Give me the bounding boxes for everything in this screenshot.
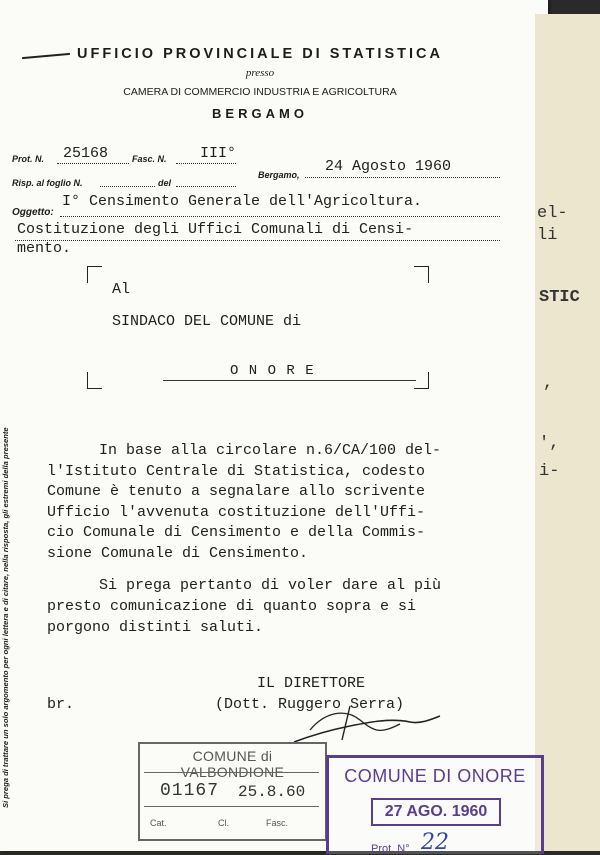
under-text: el-: [537, 204, 568, 223]
address-corner-tr: [414, 266, 429, 283]
signature-title: IL DIRETTORE: [257, 675, 366, 692]
under-text: ',: [539, 434, 560, 453]
city-label: Bergamo,: [258, 170, 300, 180]
letterhead-city: BERGAMO: [212, 106, 308, 121]
signature-initials: br.: [47, 696, 75, 713]
p1-line: Comune è tenuto a segnalare allo scrivente: [47, 483, 426, 500]
prot-label: Prot. N.: [12, 154, 45, 164]
del-field: [176, 175, 236, 187]
p2-line: porgono distinti saluti.: [47, 619, 264, 636]
under-text: ,: [543, 374, 554, 393]
onore-stamp-prot-value: 22: [421, 830, 449, 855]
under-text: i-: [539, 462, 560, 481]
received-stamp-title: COMUNE di VALBONDIONE: [180, 748, 285, 780]
address-corner-br: [414, 372, 429, 389]
p1-line: l'Istituto Centrale di Statistica, codesto: [47, 462, 426, 480]
onore-stamp-title: COMUNE DI ONORE: [344, 766, 526, 786]
stamp-divider: [144, 806, 319, 807]
letterhead-chamber: CAMERA DI COMMERCIO INDUSTRIA E AGRICOLTURA: [123, 86, 397, 98]
risp-field: [100, 175, 155, 187]
onore-stamp-date: 27 AGO. 1960: [371, 798, 501, 826]
p2-line: presto comunicazione di quanto sopra e si: [47, 598, 417, 615]
letterhead-presso: presso: [245, 67, 275, 79]
body-paragraph-2: [47, 575, 547, 638]
p1-line: cio Comunale di Censimento e della Commis-: [47, 524, 426, 541]
side-note: Si prega di trattare un solo argomento per ogni lettera e di citare, nella risposta, gli estremi della presente: [1, 427, 10, 808]
subject-line-2: Costituzione degli Uffici Comunali di Censi-: [17, 221, 414, 238]
onore-stamp-prot-label: Prot. N°: [371, 843, 410, 855]
subject-rule-1: [60, 216, 500, 217]
stamp-cat-label: Cat.: [150, 818, 167, 828]
received-stamp-date: 25.8.60: [238, 783, 306, 801]
p1-line: In base alla circolare n.6/CA/100 del-: [99, 442, 442, 459]
address-corner-bl: [87, 372, 102, 389]
prot-value: 25168: [63, 145, 109, 162]
underlying-sheet: [535, 14, 600, 851]
fasc-value: III°: [200, 145, 237, 162]
body-paragraph-1: [47, 441, 547, 564]
subject-line-1: I° Censimento Generale dell'Agricoltura.: [62, 193, 423, 210]
p1-line: Ufficio l'avvenuta costituzione dell'Uffi-: [47, 503, 426, 521]
under-text: STIC: [539, 288, 580, 307]
del-label: del: [158, 178, 172, 188]
address-al: Al: [112, 281, 131, 298]
stamp-divider: [144, 772, 319, 773]
address-underline: [163, 380, 416, 381]
fasc-label: Fasc. N.: [132, 154, 167, 164]
subject-rule-2: [15, 240, 500, 241]
date-value: 24 Agosto 1960: [325, 158, 452, 175]
letterhead-office: UFFICIO PROVINCIALE DI STATISTICA: [77, 46, 443, 62]
subject-line-3: mento.: [17, 240, 72, 257]
address-corner-tl: [87, 266, 102, 283]
address-recipient: SINDACO DEL COMUNE di: [112, 313, 302, 330]
received-stamp-number: 01167: [160, 781, 220, 801]
under-text: li: [537, 226, 558, 245]
subject-label: Oggetto:: [12, 207, 54, 218]
received-stamp: [138, 742, 327, 841]
stamp-fasc-label: Fasc.: [266, 818, 289, 828]
p1-line: sione Comunale di Censimento.: [47, 544, 309, 562]
risp-label: Risp. al foglio N.: [12, 178, 83, 188]
address-town: O N O R E: [230, 363, 315, 379]
p2-line: Si prega pertanto di voler dare al più: [99, 577, 442, 594]
signature-name: (Dott. Ruggero Serra): [215, 696, 405, 713]
handwritten-signature: [290, 700, 450, 748]
onore-stamp: [326, 755, 544, 854]
stamp-cl-label: Cl.: [218, 818, 229, 828]
